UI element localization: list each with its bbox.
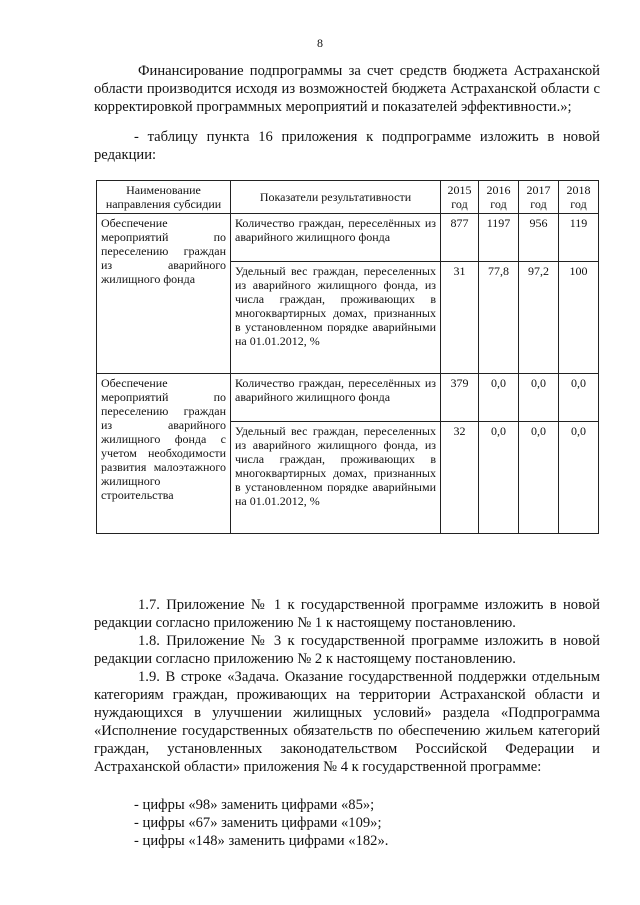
paragraph-financing: Финансирование подпрограммы за счет средств бюджета Астраханской области производится исходя из возможностей бюджета Астраханской области с корректировкой программных мероприятий и показателей эффективности.»; bbox=[94, 63, 600, 115]
value-2017: 0,0 bbox=[519, 374, 559, 422]
direction-cell: Обеспечение мероприятий по переселению граждан из аварийного жилищного фонда с учетом необходимости развития малоэтажного жилищного строительства bbox=[97, 374, 231, 534]
indicator-cell: Удельный вес граждан, переселенных из аварийного жилищного фонда, из числа граждан, проживающих в многоквартирных домах, признанных в установленном порядке аварийными на 01.01.2012, % bbox=[231, 262, 441, 374]
value-2016: 77,8 bbox=[479, 262, 519, 374]
value-2015: 31 bbox=[441, 262, 479, 374]
indicator-cell: Количество граждан, переселённых из аварийного жилищного фонда bbox=[231, 214, 441, 262]
direction-cell: Обеспечение мероприятий по переселению граждан из аварийного жилищного фонда bbox=[97, 214, 231, 374]
header-indicator: Показатели результативности bbox=[231, 181, 441, 214]
table-header-row bbox=[97, 181, 599, 214]
value-2018: 0,0 bbox=[559, 422, 599, 534]
value-2016: 0,0 bbox=[479, 374, 519, 422]
paragraph-item-1-9: 1.9. В строке «Задача. Оказание государственной поддержки отдельным категориям граждан, проживающих на территории Астраханской области и нуждающихся в улучшении жилищных условий» раздела «Подпрограмма «Исполнение государственных обязательств по обеспечению жильем категорий граждан, установленных законодательством Российской Федерации и Астраханской области» приложения № 4 к государственной программе: bbox=[94, 669, 600, 775]
value-2015: 379 bbox=[441, 374, 479, 422]
indicator-cell: Количество граждан, переселённых из аварийного жилищного фонда bbox=[231, 374, 441, 422]
indicator-cell: Удельный вес граждан, переселенных из аварийного жилищного фонда, из числа граждан, проживающих в многоквартирных домах, признанных в установленном порядке аварийными на 01.01.2012, % bbox=[231, 422, 441, 534]
value-2017: 0,0 bbox=[519, 422, 559, 534]
table-row bbox=[97, 214, 599, 262]
header-2018: 2018 год bbox=[559, 181, 599, 214]
value-2017: 97,2 bbox=[519, 262, 559, 374]
value-2017: 956 bbox=[519, 214, 559, 262]
bullet-item: - цифры «67» заменить цифрами «109»; bbox=[134, 815, 382, 831]
subsidy-table bbox=[96, 180, 599, 534]
value-2018: 119 bbox=[559, 214, 599, 262]
table-row bbox=[97, 374, 599, 422]
header-direction: Наименование направления субсидии bbox=[97, 181, 231, 214]
bullet-item: - цифры «98» заменить цифрами «85»; bbox=[134, 797, 375, 813]
header-2015: 2015 год bbox=[441, 181, 479, 214]
page-number: 8 bbox=[317, 36, 323, 50]
bullet-item: - цифры «148» заменить цифрами «182». bbox=[134, 833, 389, 849]
value-2016: 1197 bbox=[479, 214, 519, 262]
paragraph-table-intro: - таблицу пункта 16 приложения к подпрограмме изложить в новой редакции: bbox=[94, 129, 600, 163]
value-2018: 100 bbox=[559, 262, 599, 374]
value-2016: 0,0 bbox=[479, 422, 519, 534]
header-2017: 2017 год bbox=[519, 181, 559, 214]
paragraph-item-1-7: 1.7. Приложение № 1 к государственной программе изложить в новой редакции согласно приложению № 1 к настоящему постановлению. bbox=[94, 597, 600, 631]
value-2018: 0,0 bbox=[559, 374, 599, 422]
value-2015: 32 bbox=[441, 422, 479, 534]
header-2016: 2016 год bbox=[479, 181, 519, 214]
paragraph-item-1-8: 1.8. Приложение № 3 к государственной программе изложить в новой редакции согласно приложению № 2 к настоящему постановлению. bbox=[94, 633, 600, 667]
value-2015: 877 bbox=[441, 214, 479, 262]
